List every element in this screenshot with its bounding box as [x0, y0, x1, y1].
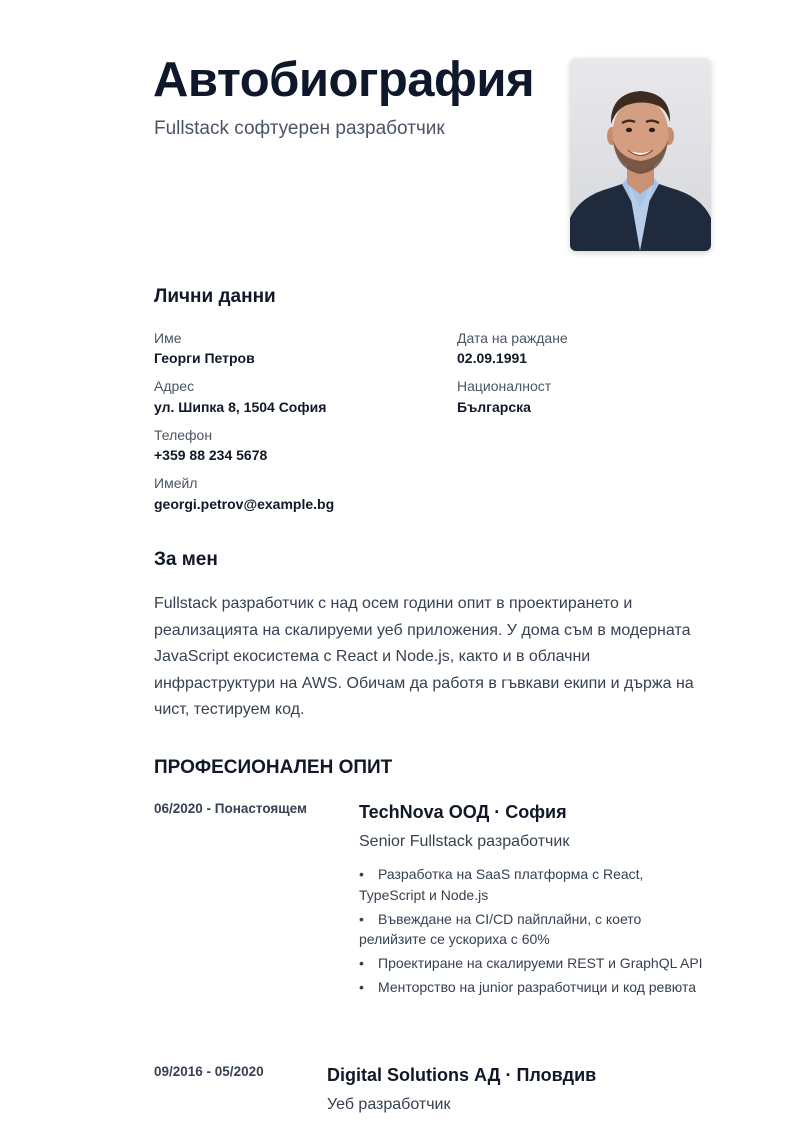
- job-role: Уеб разработчик: [327, 1096, 451, 1113]
- phone-value: +359 88 234 5678: [154, 447, 268, 463]
- list-item: [359, 953, 704, 974]
- job-period: 09/2016 - 05/2020: [154, 1064, 264, 1079]
- about-text: Fullstack разработчик с над осем години опит в проектирането и реализацията на скалируеми уеб приложения. У дома съм в модерната JavaScript екосистема с React и Node.js, както и в облачни инфраструктури на AWS. Обичам да работя в гъвкави екипи и държа на чист, тестируем код.: [154, 595, 694, 718]
- bullet-icon: •: [359, 866, 364, 882]
- bullet-icon: •: [359, 910, 364, 927]
- name-value: Георги Петров: [154, 350, 255, 366]
- about-heading: За мен: [154, 549, 218, 570]
- phone-label: Телефон: [154, 427, 213, 443]
- job-period: 06/2020 - Понастоящем: [154, 801, 308, 816]
- job-role: Senior Fullstack разработчик: [359, 833, 570, 850]
- personal-data-heading: Лични данни: [154, 286, 276, 307]
- list-item-text: Разработка на SaaS платформа с React, TypeScript и Node.js: [359, 866, 644, 903]
- birth-date-value: 02.09.1991: [457, 350, 528, 366]
- person-portrait-icon: [570, 58, 711, 251]
- nationality-value: Българска: [457, 399, 531, 415]
- list-item: [359, 864, 704, 905]
- list-item-text: Менторство на junior разработчици и код ревюта: [378, 979, 697, 995]
- bullet-icon: •: [359, 955, 364, 971]
- page-subtitle: Fullstack софтуерен разработчик: [154, 118, 445, 139]
- list-item: [359, 909, 704, 950]
- profile-photo: [570, 58, 711, 251]
- job-company: Digital Solutions АД · Пловдив: [327, 1065, 597, 1085]
- job-responsibilities-list: [359, 864, 704, 1001]
- experience-heading: ПРОФЕСИОНАЛЕН ОПИТ: [154, 757, 393, 778]
- job-company: TechNova ООД · София: [359, 802, 567, 822]
- list-item-text: Проектиране на скалируеми REST и GraphQL API: [378, 955, 703, 971]
- address-value: ул. Шипка 8, 1504 София: [154, 399, 327, 415]
- list-item: [359, 977, 704, 998]
- address-label: Адрес: [154, 378, 195, 394]
- page-title: Автобиография: [153, 53, 535, 107]
- email-label: Имейл: [154, 475, 198, 491]
- bullet-icon: •: [359, 979, 364, 995]
- email-value: georgi.petrov@example.bg: [154, 496, 335, 512]
- birth-date-label: Дата на раждане: [457, 330, 568, 346]
- list-item-text: Въвеждане на CI/CD пайплайни, с което релийзите се ускориха с 60%: [359, 910, 642, 947]
- nationality-label: Националност: [457, 378, 552, 394]
- name-label: Име: [154, 330, 182, 346]
